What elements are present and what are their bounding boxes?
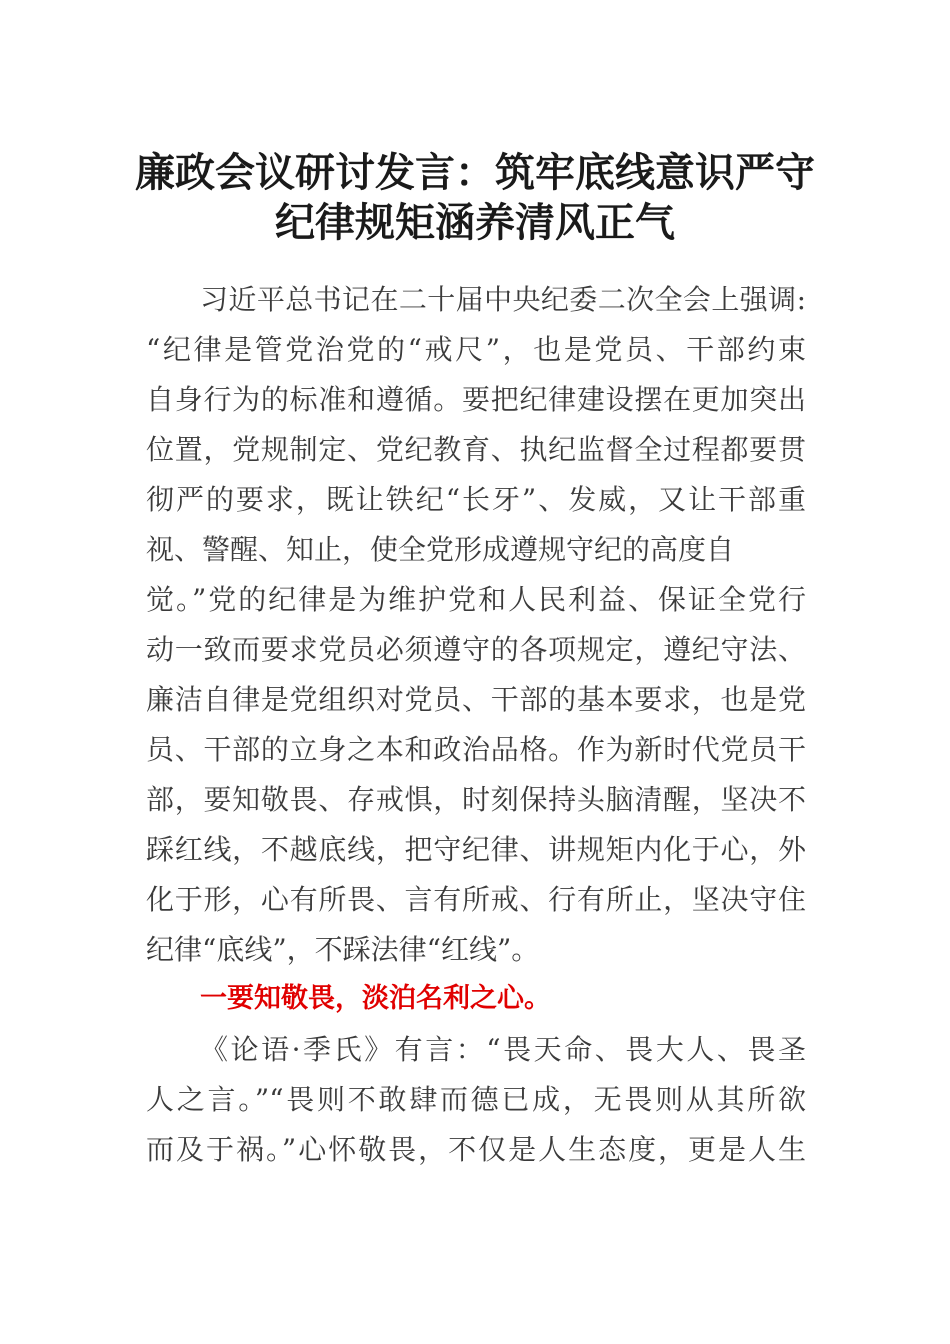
paragraph-line: 《论语·季氏》有言：“畏天命、畏大人、畏圣 (200, 1033, 806, 1066)
paragraph-line: 踩红线，不越底线，把守纪律、讲规矩内化于心，外 (146, 833, 806, 866)
paragraph-line: 彻严的要求，既让铁纪“长牙”、发威，又让干部重 (146, 483, 806, 516)
paragraph-line: 部，要知敬畏、存戒惧，时刻保持头脑清醒，坚决不 (146, 783, 806, 816)
paragraph-line: 自身行为的标准和遵循。要把纪律建设摆在更加突出 (146, 383, 806, 416)
document-title-line-2: 纪律规矩涵养清风正气 (275, 199, 675, 246)
paragraph-line: 习近平总书记在二十届中央纪委二次全会上强调: (200, 283, 806, 316)
paragraph-line: 纪律“底线”，不踩法律“红线”。 (146, 933, 540, 966)
paragraph-line: 而及于祸。”心怀敬畏，不仅是人生态度，更是人生 (146, 1133, 806, 1166)
document-title-line-1: 廉政会议研讨发言：筑牢底线意识严守 (135, 149, 815, 196)
section-heading: 一要知敬畏，淡泊名利之心。 (200, 983, 551, 1014)
paragraph-line: 视、警醒、知止，使全党形成遵规守纪的高度自 (146, 533, 735, 566)
paragraph-line: “纪律是管党治党的“戒尺”，也是党员、干部约束 (146, 333, 806, 366)
paragraph-line: 动一致而要求党员必须遵守的各项规定，遵纪守法、 (146, 633, 806, 666)
paragraph-line: 化于形，心有所畏、言有所戒、行有所止，坚决守住 (146, 883, 806, 916)
paragraph-line: 人之言。”“畏则不敢肆而德已成，无畏则从其所欲 (146, 1083, 806, 1116)
paragraph-line: 位置，党规制定、党纪教育、执纪监督全过程都要贯 (146, 433, 806, 466)
paragraph-line: 廉洁自律是党组织对党员、干部的基本要求，也是党 (146, 683, 806, 716)
paragraph-line: 觉。”党的纪律是为维护党和人民利益、保证全党行 (146, 583, 806, 616)
paragraph-line: 员、干部的立身之本和政治品格。作为新时代党员干 (146, 733, 806, 766)
